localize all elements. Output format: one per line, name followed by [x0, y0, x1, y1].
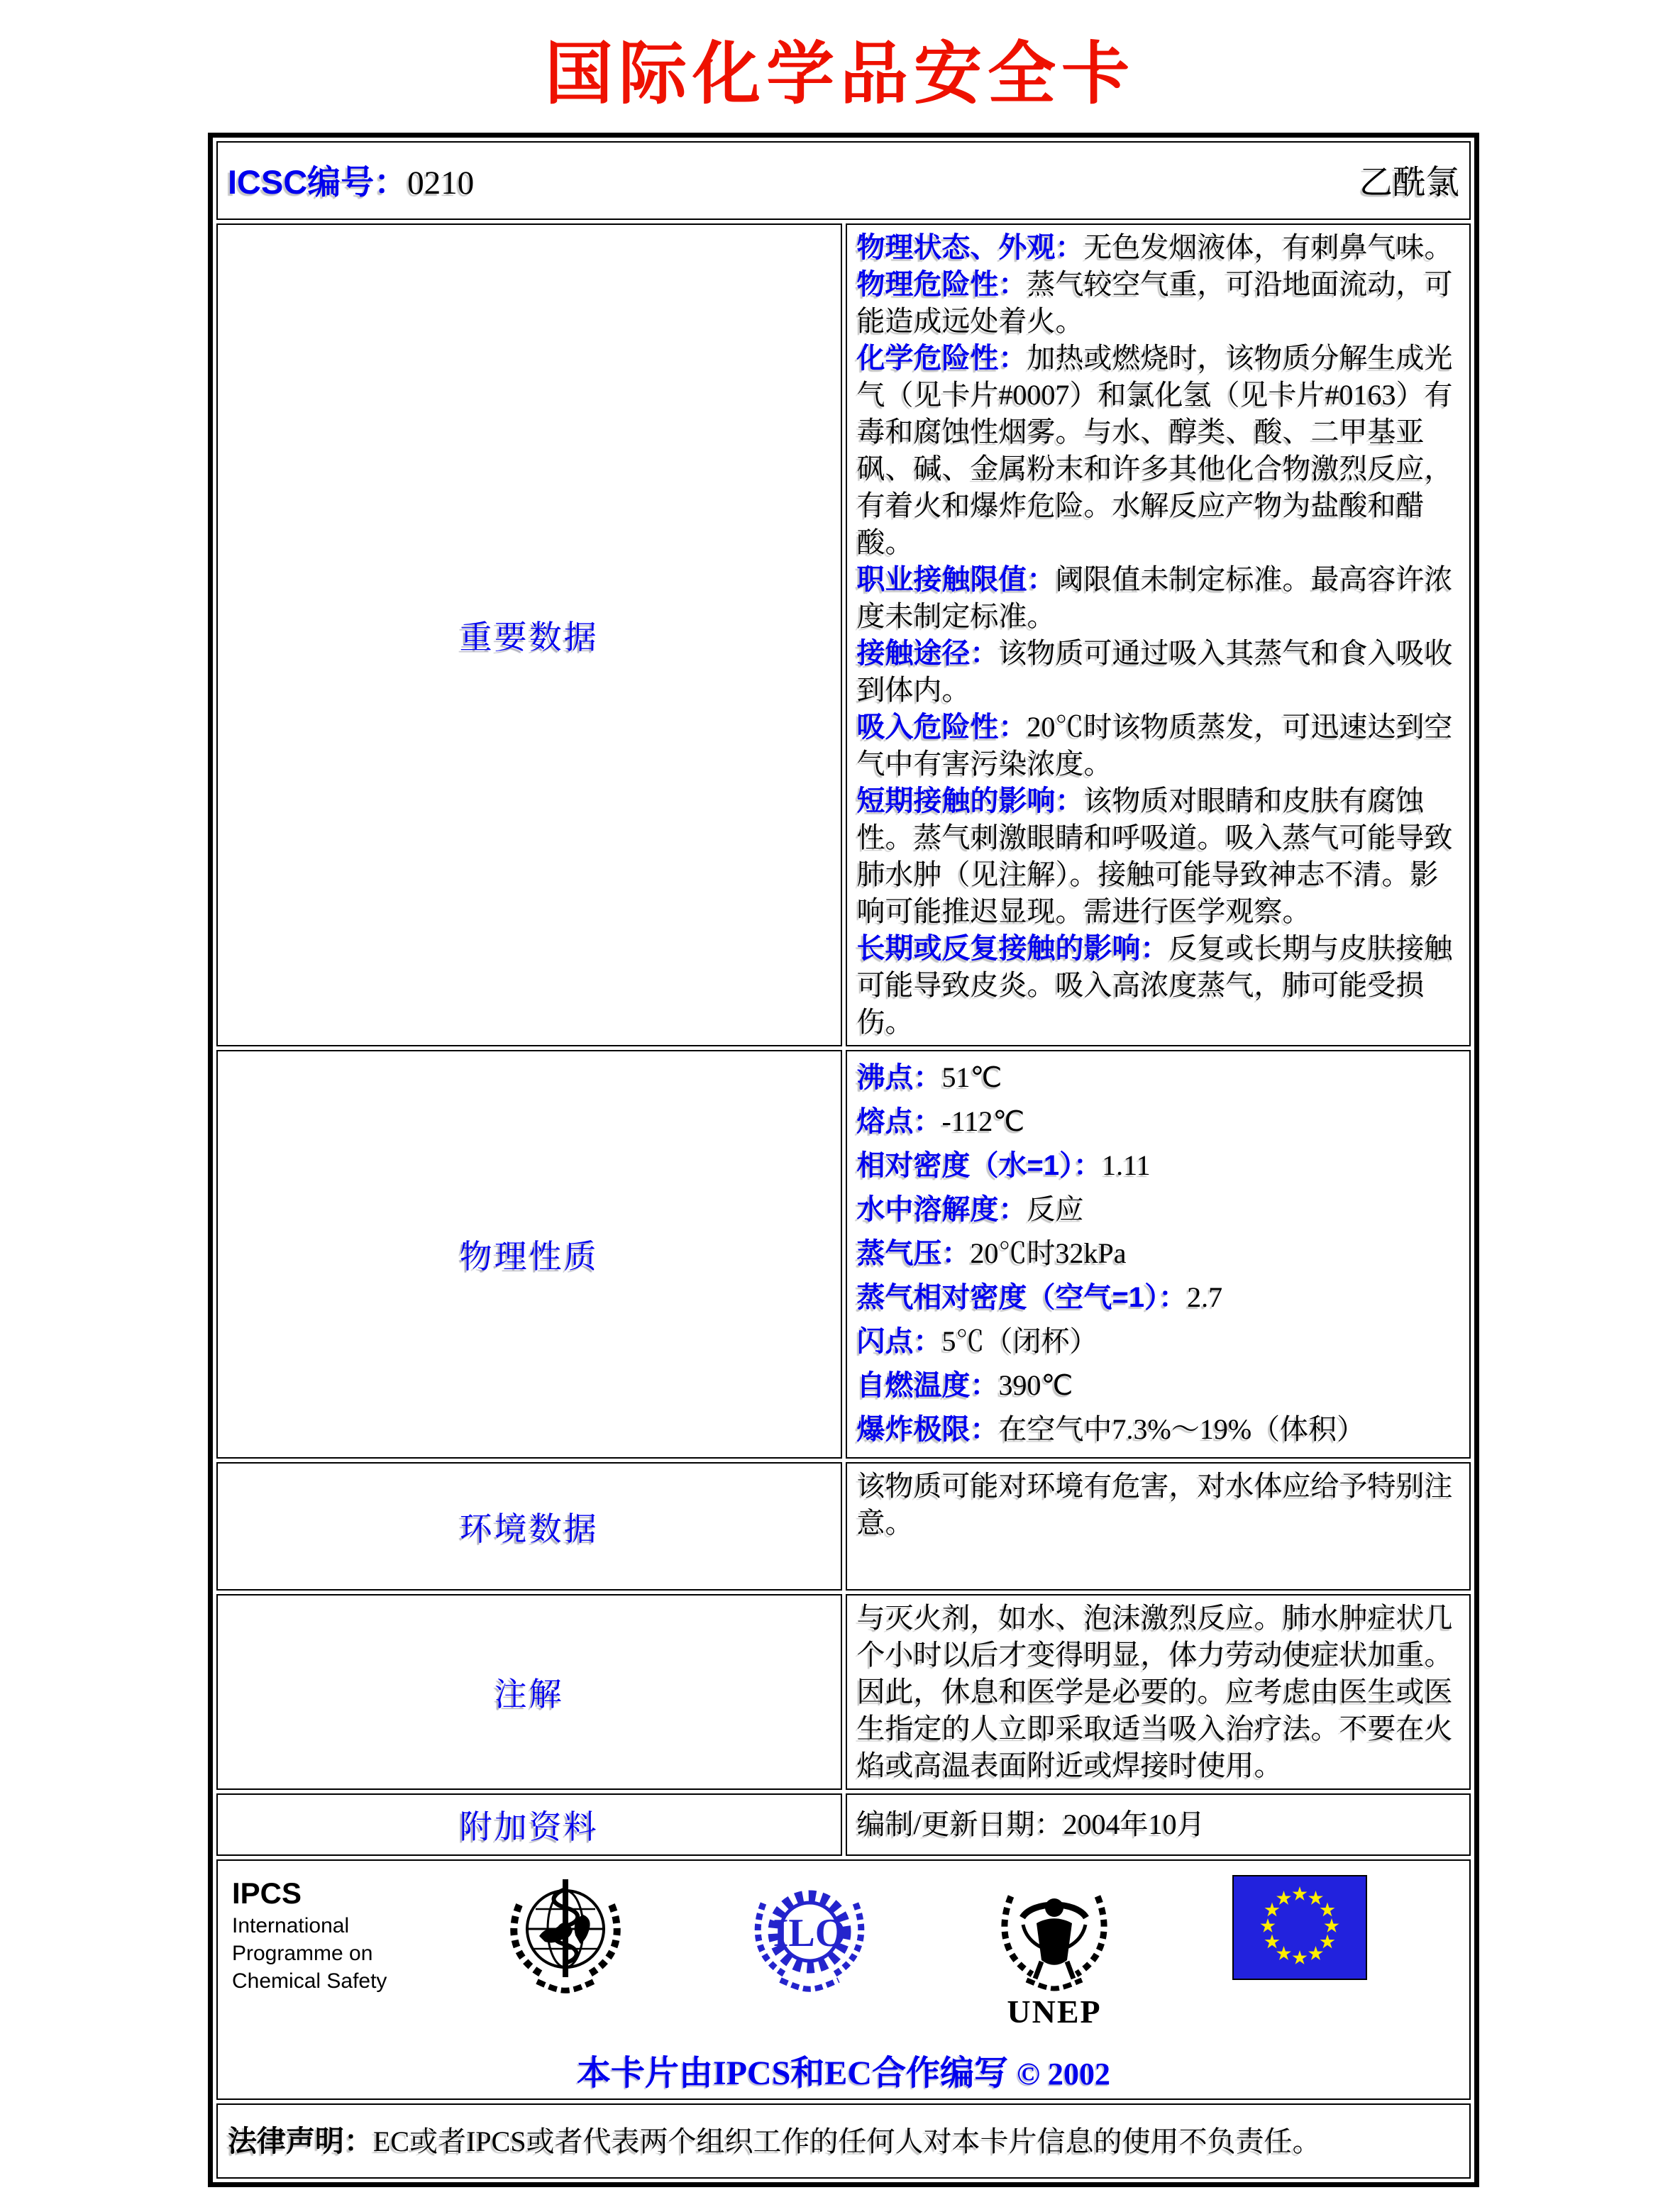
who-logo-icon: [498, 1875, 633, 2011]
logos-row: [216, 1859, 1471, 2100]
section-label-physical-properties: 物理性质: [216, 1050, 842, 1459]
notes-row: [216, 1594, 1471, 1790]
unep-logo-icon: [987, 1875, 1122, 2033]
physical-item: 熔点：-112℃: [856, 1105, 1025, 1137]
important-item: 短期接触的影响：该物质对眼睛和皮肤有腐蚀性。蒸气刺激眼睛和呼吸道。吸入蒸气可能导致肺水肿（见注解）。接触可能导致神志不清。影响可能推迟显现。需进行医学观察。: [856, 785, 1453, 927]
legal-label: 法律声明：: [228, 2124, 373, 2157]
legal-cell: [216, 2103, 1471, 2179]
additional-info-row: [216, 1793, 1471, 1856]
legal-text: EC或者IPCS或者代表两个组织工作的任何人对本卡片信息的使用不负责任。: [373, 2125, 1321, 2157]
ilo-logo-icon: [744, 1875, 875, 2011]
ipcs-block: IPCS International Programme on Chemical Safety: [232, 1876, 387, 1993]
important-item: 物理状态、外观：无色发烟液体，有刺鼻气味。: [856, 231, 1453, 263]
section-label-notes: 注解: [216, 1594, 842, 1790]
cooperation-caption: 本卡片由IPCS和EC合作编写 © 2002: [577, 2054, 1110, 2092]
header-cell: [216, 141, 1471, 220]
physical-item: 闪点：5℃（闭杯）: [856, 1325, 1098, 1357]
section-label-additional-info: 附加资料: [216, 1793, 842, 1856]
important-item: 吸入危险性：20℃时该物质蒸发，可迅速达到空气中有害污染浓度。: [856, 711, 1453, 780]
section-label-environmental-data: 环境数据: [216, 1462, 842, 1591]
physical-item: 爆炸极限：在空气中7.3%～19%（体积）: [856, 1413, 1366, 1445]
important-item: 接触途径：该物质可通过吸入其蒸气和食入吸收到体内。: [856, 637, 1453, 706]
icsc-number-value: 0210: [407, 164, 475, 201]
page-title: 国际化学品安全卡: [545, 33, 1135, 114]
icsc-table: [208, 133, 1479, 2187]
physical-item: 相对密度（水=1）：1.11: [856, 1149, 1151, 1181]
section-content-notes: 与灭火剂，如水、泡沫激烈反应。肺水肿症状几个小时以后才变得明显，体力劳动使症状加重。因此，休息和医学是必要的。应考虑由医生或医生指定的人立即采取适当吸入治疗法。不要在火焰或高温表面附近或焊接时使用。: [846, 1594, 1471, 1790]
important-data-row: [216, 223, 1471, 1046]
important-item: 化学危险性：加热或燃烧时，该物质分解生成光气（见卡片#0007）和氯化氢（见卡片#0163）有毒和腐蚀性烟雾。与水、醇类、酸、二甲基亚砜、碱、金属粉末和许多其他化合物激烈反应，有着火和爆炸危险。水解反应产物为盐酸和醋酸。: [856, 342, 1453, 558]
ilo-letters: ILO: [773, 1911, 846, 1955]
chemical-name: 乙酰氯: [1359, 164, 1459, 201]
section-content-important-data: [846, 223, 1471, 1046]
environmental-data-row: [216, 1462, 1471, 1591]
important-item: 长期或反复接触的影响：反复或长期与皮肤接触可能导致皮炎。吸入高浓度蒸气，肺可能受损伤。: [856, 932, 1453, 1038]
physical-item: 蒸气相对密度（空气=1）：2.7: [856, 1281, 1223, 1313]
section-content-environmental-data: 该物质可能对环境有危害，对水体应给予特别注意。: [846, 1462, 1471, 1591]
important-item: 职业接触限值：阈限值未制定标准。最高容许浓度未制定标准。: [856, 563, 1453, 632]
physical-item: 自燃温度：390℃: [856, 1369, 1073, 1401]
physical-properties-row: [216, 1050, 1471, 1459]
physical-item: 水中溶解度：反应: [856, 1193, 1084, 1225]
icsc-number-label: ICSC编号：: [228, 162, 408, 201]
logos-cell: [216, 1859, 1471, 2100]
header-row: [216, 141, 1471, 220]
physical-item: 蒸气压：20℃时32kPa: [856, 1237, 1127, 1269]
ipcs-title: IPCS: [232, 1876, 302, 1910]
physical-item: 沸点：51℃: [856, 1061, 1002, 1093]
unep-letters: UNEP: [1006, 1993, 1102, 2030]
icsc-number: [228, 156, 474, 204]
section-content-additional-info: 编制/更新日期：2004年10月: [846, 1793, 1471, 1856]
section-content-physical-properties: [846, 1050, 1471, 1459]
eu-flag-icon: [1232, 1875, 1367, 1980]
important-item: 物理危险性：蒸气较空气重，可沿地面流动，可能造成远处着火。: [856, 268, 1453, 337]
legal-row: [216, 2103, 1471, 2179]
section-label-important-data: 重要数据: [216, 223, 842, 1046]
